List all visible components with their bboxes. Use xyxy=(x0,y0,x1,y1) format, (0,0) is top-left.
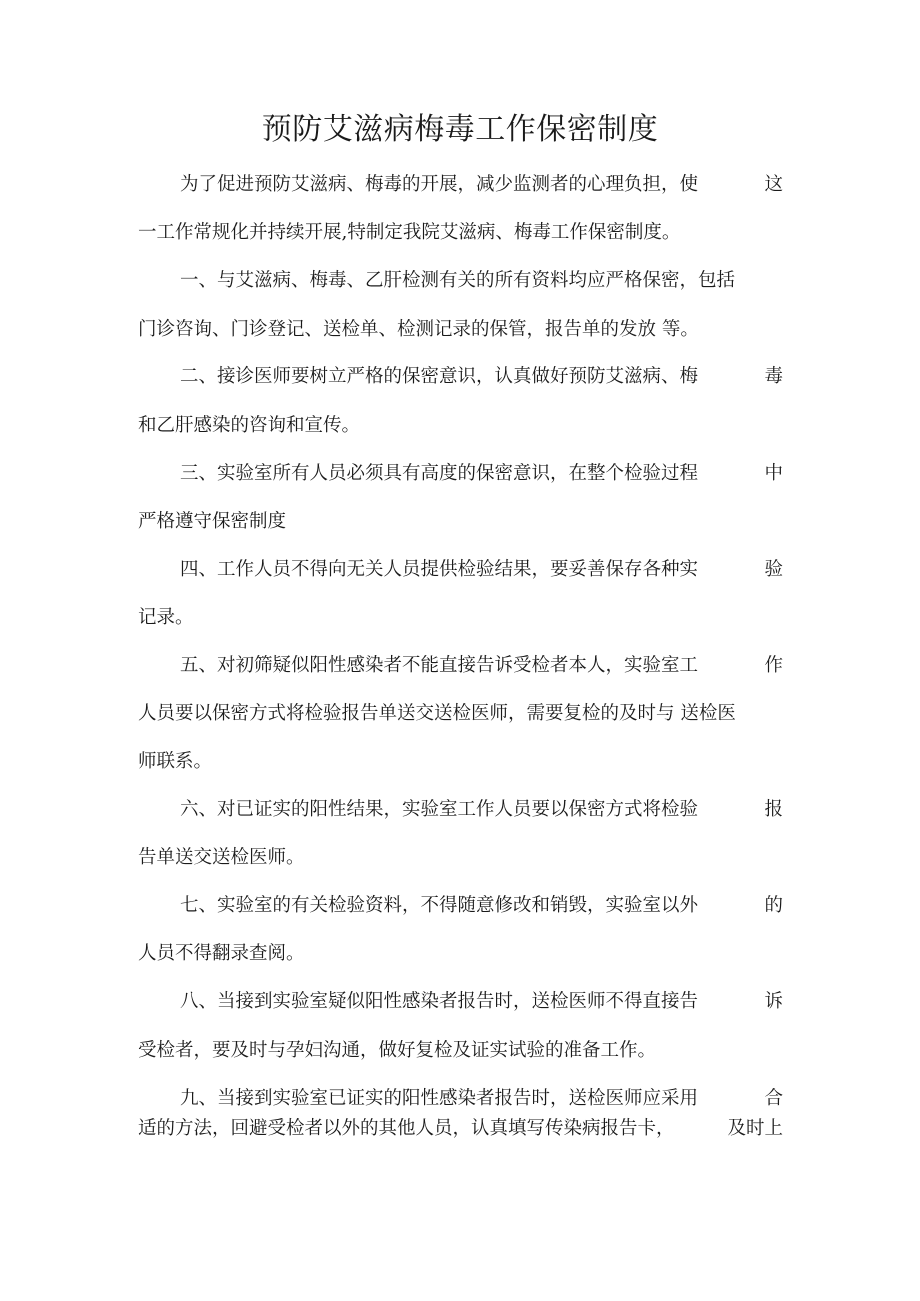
line-text: 八、当接到实验室疑似阳性感染者报告时，送检医师不得直接告 xyxy=(180,991,699,1012)
paragraph-line xyxy=(138,509,783,535)
line-text: 师联系。 xyxy=(138,751,213,772)
paragraph-line xyxy=(138,605,783,631)
line-text: 人员要以保密方式将检验报告单送交送检医师，需要复检的及时与 送检医 xyxy=(138,703,736,724)
line-text: 作 xyxy=(764,655,783,676)
paragraph-line xyxy=(180,1086,783,1112)
line-text: 毒 xyxy=(764,366,783,387)
line-text: 受检者，要及时与孕妇沟通，做好复检及证实试验的准备工作。 xyxy=(138,1040,657,1061)
paragraph-line xyxy=(180,461,783,487)
line-text: 二、接诊医师要树立严格的保密意识，认真做好预防艾滋病、梅 xyxy=(180,366,699,387)
line-text: 合 xyxy=(764,1088,783,1109)
paragraph-line xyxy=(180,268,783,294)
paragraph-line xyxy=(138,749,783,775)
line-text: 三、实验室所有人员必须具有高度的保密意识，在整个检验过程 xyxy=(180,463,699,484)
paragraph-line xyxy=(138,1038,783,1064)
paragraph-line xyxy=(180,364,783,390)
paragraph-line xyxy=(138,413,783,439)
line-text: 告单送交送检医师。 xyxy=(138,847,305,868)
line-text: 记录。 xyxy=(138,607,194,628)
line-text: 四、工作人员不得向无关人员提供检验结果，要妥善保存各种实 xyxy=(180,559,699,580)
paragraph-line xyxy=(180,557,783,583)
line-text: 九、当接到实验室已证实的阳性感染者报告时，送检医师应采用 xyxy=(180,1088,699,1109)
paragraph-line xyxy=(138,220,783,246)
line-text: 严格遵守保密制度 xyxy=(138,511,287,532)
line-text: 一、与艾滋病、梅毒、乙肝检测有关的所有资料均应严格保密，包括 xyxy=(180,270,736,291)
line-text: 和乙肝感染的咨询和宣传。 xyxy=(138,415,361,436)
paragraph-line xyxy=(180,893,783,919)
document-title: 预防艾滋病梅毒工作保密制度 xyxy=(261,112,659,147)
paragraph-line xyxy=(180,797,783,823)
paragraph-line xyxy=(138,1116,783,1142)
line-text: 人员不得翻录查阅。 xyxy=(138,943,305,964)
line-text: 验 xyxy=(764,559,783,580)
line-text: 为了促进预防艾滋病、梅毒的开展，减少监测者的心理负担，使 xyxy=(180,174,699,195)
line-text: 一工作常规化并持续开展,特制定我院艾滋病、梅毒工作保密制度。 xyxy=(138,222,681,243)
line-text: 门诊咨询、门诊登记、送检单、检测记录的保管，报告单的发放 等。 xyxy=(138,319,699,340)
line-text: 中 xyxy=(764,463,783,484)
line-text: 的 xyxy=(764,895,783,916)
paragraph-line xyxy=(138,941,783,967)
line-text: 五、对初筛疑似阳性感染者不能直接告诉受检者本人，实验室工 xyxy=(180,655,699,676)
line-text: 诉 xyxy=(764,991,783,1012)
paragraph-line xyxy=(138,701,783,727)
paragraph-line xyxy=(138,845,783,871)
line-text: 适的方法，回避受检者以外的其他人员，认真填写传染病报告卡， xyxy=(138,1118,675,1139)
paragraph-line xyxy=(138,317,783,343)
paragraph-line xyxy=(180,172,783,198)
paragraph-line xyxy=(180,653,783,679)
paragraph-line xyxy=(180,989,783,1015)
line-text: 六、对已证实的阳性结果，实验室工作人员要以保密方式将检验 xyxy=(180,799,699,820)
line-text: 及时上 xyxy=(727,1118,783,1139)
line-text: 七、实验室的有关检验资料，不得随意修改和销毁，实验室以外 xyxy=(180,895,699,916)
line-text: 这 xyxy=(764,174,783,195)
line-text: 报 xyxy=(764,799,783,820)
